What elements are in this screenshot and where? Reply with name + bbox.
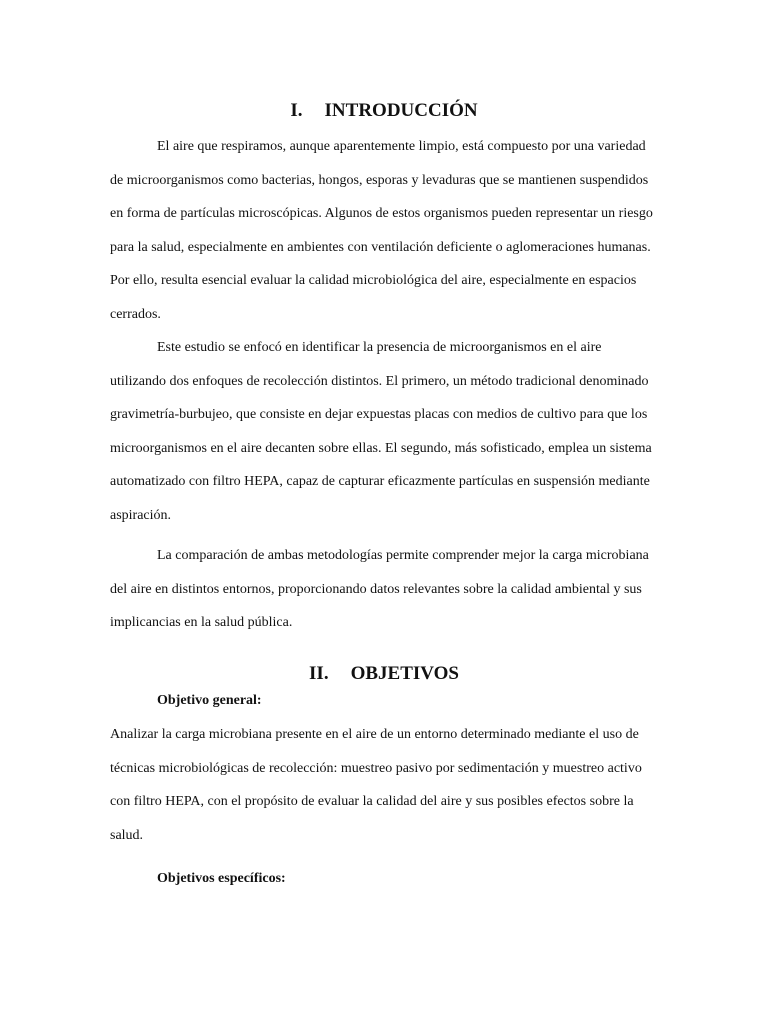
intro-paragraph-2: Este estudio se enfocó en identificar la presencia de microorganismos en el aire utilizando dos enfoques de recolección distintos. El primero, un método tradicional denominado gravimetría-burbujeo, que consiste en dejar expuestas placas con medios de cultivo para que los microorganismos en el aire decanten sobre ellas. El segundo, más sofisticado, emplea un sistema automatizado con filtro HEPA, capaz de capturar eficazmente partículas en suspensión mediante aspiración. bbox=[110, 340, 652, 523]
section-title: OBJETIVOS bbox=[350, 663, 459, 684]
specific-objectives-label: Objetivos específicos: bbox=[157, 871, 286, 886]
intro-paragraph-3: La comparación de ambas metodologías permite comprender mejor la carga microbiana del aire en distintos entornos, proporcionando datos relevantes sobre la calidad ambiental y sus implicancias en la salud pública. bbox=[110, 548, 649, 631]
section-title: INTRODUCCIÓN bbox=[324, 100, 478, 121]
intro-paragraph-1: El aire que respiramos, aunque aparentemente limpio, está compuesto por una variedad de microorganismos como bacterias, hongos, esporas y levaduras que se mantienen suspendidos en forma de partículas microscópicas. Algunos de estos organismos pueden representar un riesgo para la salud, especialmente en ambientes con ventilación deficiente o aglomeraciones humanas. Por ello, resulta esencial evaluar la calidad microbiológica del aire, especialmente en espacios cerrados. bbox=[110, 139, 653, 322]
section-heading-introduccion bbox=[0, 99, 768, 123]
section-number: I. bbox=[290, 100, 303, 121]
section-number: II. bbox=[309, 663, 329, 684]
general-objective-label: Objetivo general: bbox=[157, 693, 262, 708]
general-objective-text: Analizar la carga microbiana presente en el aire de un entorno determinado mediante el uso de técnicas microbiológicas de recolección: muestreo pasivo por sedimentación y muestreo activo con filtro HEPA, con el propósito de evaluar la calidad del aire y sus posibles efectos sobre la salud. bbox=[110, 727, 642, 843]
section-heading-objetivos bbox=[0, 662, 768, 686]
